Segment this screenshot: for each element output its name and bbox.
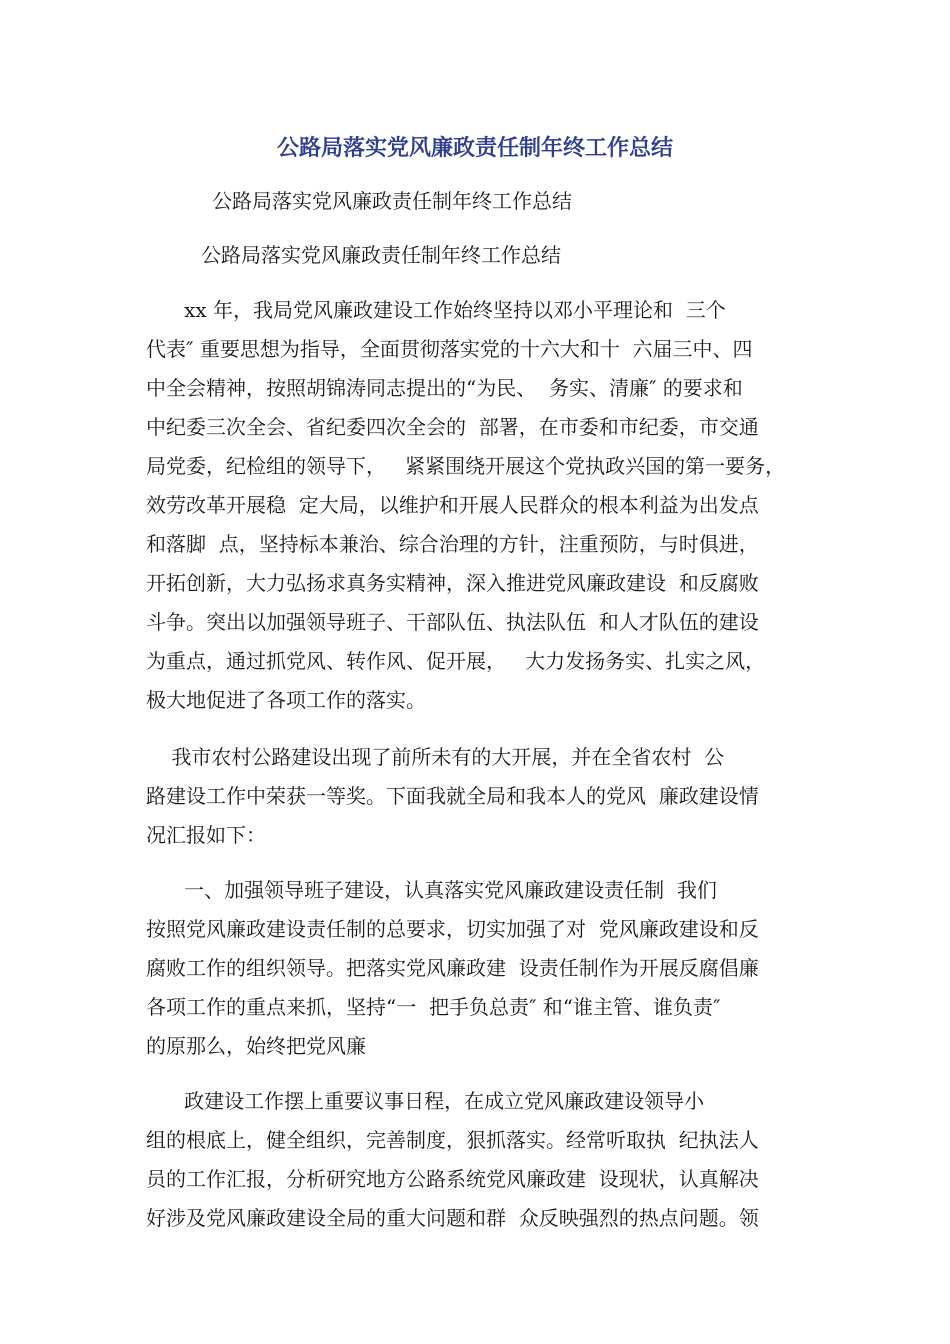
text-line: 极大地促进了各项工作的落实。: [146, 688, 426, 712]
text-line: 好涉及党风廉政建设全局的重大问题和群 众反映强烈的热点问题。领: [146, 1206, 759, 1230]
document-subtitle-2: 公路局落实党风廉政责任制年终工作总结: [201, 243, 561, 267]
text-line: 斗争。突出以加强领导班子、干部队伍、执法队伍 和人才队伍的建设: [146, 610, 759, 634]
text-line: 腐败工作的组织领导。把落实党风廉政建 设责任制作为开展反腐倡廉: [146, 956, 759, 980]
text-line: 开拓创新，大力弘扬求真务实精神，深入推进党风廉政建设 和反腐败: [146, 571, 759, 595]
text-line: 和落脚 点，坚持标本兼治、综合治理的方针，注重预防，与时俱进，: [146, 532, 759, 556]
text-line: 按照党风廉政建设责任制的总要求，切实加强了对 党风廉政建设和反: [146, 917, 759, 941]
text-line: 各项工作的重点来抓，坚持“一 把手负总责″ 和“谁主管、谁负责″: [146, 995, 721, 1019]
text-line: 一、加强领导班子建设，认真落实党风廉政建设责任制 我们: [146, 878, 717, 902]
text-line: 代表″ 重要思想为指导，全面贯彻落实党的十六大和十 六届三中、四: [146, 337, 753, 361]
paragraph-2: [146, 738, 816, 855]
paragraph-3: [146, 871, 816, 1066]
text-line: 路建设工作中荣获一等奖。下面我就全局和我本人的党风 廉政建设情: [146, 784, 759, 808]
text-line: 中纪委三次全会、省纪委四次全会的 部署，在市委和市纪委，市交通: [146, 415, 759, 439]
text-line: 的原那么，始终把党风廉: [146, 1034, 366, 1058]
document-subtitle-1: 公路局落实党风廉政责任制年终工作总结: [212, 189, 572, 213]
document-title: 公路局落实党风廉政责任制年终工作总结: [276, 136, 673, 161]
text-line: 为重点，通过抓党风、转作风、促开展， 大力发扬务实、扎实之风，: [146, 649, 766, 673]
text-line: 员的工作汇报，分析研究地方公路系统党风廉政建 设现状，认真解决: [146, 1167, 759, 1191]
text-line: 况汇报如下：: [146, 823, 266, 847]
text-line: 组的根底上，健全组织，完善制度，狠抓落实。经常听取执 纪执法人: [146, 1128, 759, 1152]
text-line: 效劳改革开展稳 定大局，以维护和开展人民群众的根本利益为出发点: [146, 493, 759, 517]
paragraph-4: [146, 1082, 816, 1238]
paragraph-1: [146, 291, 816, 720]
text-line: xx 年，我局党风廉政建设工作始终坚持以邓小平理论和 三个: [146, 298, 726, 322]
text-line: 局党委，纪检组的领导下， 紧紧围绕开展这个党执政兴国的第一要务，: [146, 454, 786, 478]
text-line: 中全会精神，按照胡锦涛同志提出的“为民、 务实、清廉″ 的要求和: [146, 376, 743, 400]
text-line: 政建设工作摆上重要议事日程，在成立党风廉政建设领导小: [146, 1089, 705, 1113]
text-line: 我市农村公路建设出现了前所未有的大开展，并在全省农村 公: [146, 745, 725, 769]
